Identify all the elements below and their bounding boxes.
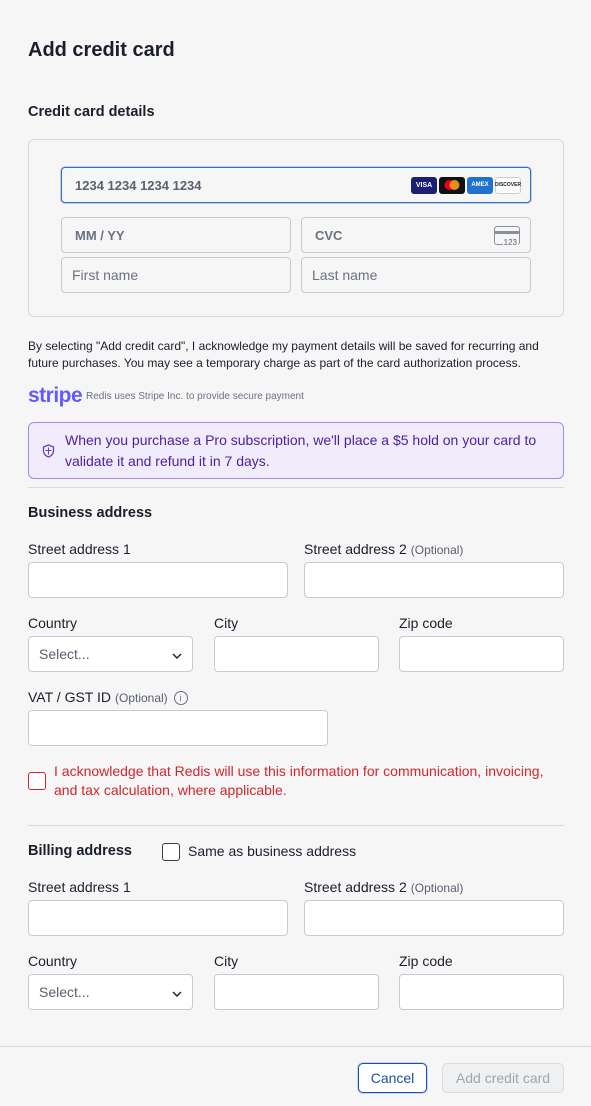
business-street1-label: Street address 1	[28, 541, 131, 557]
divider	[28, 825, 564, 826]
business-city-input[interactable]	[214, 636, 379, 672]
billing-zip-input[interactable]	[399, 974, 564, 1010]
same-as-business-checkbox[interactable]	[162, 843, 180, 861]
vat-label: VAT / GST ID (Optional) i	[28, 689, 188, 705]
divider	[28, 487, 564, 488]
page-title: Add credit card	[28, 39, 175, 61]
billing-country-select[interactable]	[28, 974, 193, 1010]
billing-address-heading: Billing address	[28, 843, 132, 859]
add-credit-card-button[interactable]: Add credit card	[442, 1063, 564, 1093]
business-street1-input[interactable]	[28, 562, 288, 598]
last-name-input[interactable]	[301, 257, 531, 293]
acknowledge-checkbox[interactable]	[28, 772, 46, 790]
footer-divider	[0, 1046, 591, 1047]
cvc-card-icon: 123	[494, 226, 520, 245]
business-street2-label: Street address 2 (Optional)	[304, 541, 464, 557]
acknowledge-text: I acknowledge that Redis will use this information for communication, invoicing, and tax calculation, where applicable.	[54, 763, 544, 798]
chevron-down-icon	[172, 646, 182, 662]
billing-street1-label: Street address 1	[28, 879, 131, 895]
billing-street2-input[interactable]	[304, 900, 564, 936]
cancel-button[interactable]: Cancel	[358, 1063, 427, 1093]
chevron-down-icon	[172, 984, 182, 1000]
card-brands	[409, 177, 521, 194]
business-address-heading: Business address	[28, 505, 153, 521]
same-as-business-label[interactable]: Same as business address	[188, 843, 357, 859]
billing-country-label: Country	[28, 953, 78, 969]
billing-city-input[interactable]	[214, 974, 379, 1010]
expiry-input[interactable]	[61, 217, 291, 253]
first-name-placeholder: First name	[72, 267, 139, 283]
visa-icon: VISA	[411, 177, 437, 194]
last-name-placeholder: Last name	[312, 267, 378, 283]
business-country-select[interactable]	[28, 636, 193, 672]
first-name-input[interactable]	[61, 257, 291, 293]
business-zip-input[interactable]	[399, 636, 564, 672]
cvc-placeholder: CVC	[315, 227, 343, 243]
stripe-logo: stripe	[28, 384, 83, 407]
billing-city-label: City	[214, 953, 239, 969]
hold-notice-text: When you purchase a Pro subscription, we'll place a $5 hold on your card to validate it and refund it in 7 days.	[65, 432, 537, 469]
billing-street1-input[interactable]	[28, 900, 288, 936]
business-country-label: Country	[28, 615, 78, 631]
business-city-label: City	[214, 615, 239, 631]
payment-notice: By selecting "Add credit card", I acknowledge my payment details will be saved for recurring and future purchases. You may see a temporary charge as part of the card authorization process.	[28, 339, 539, 370]
cvc-input[interactable]	[301, 217, 531, 253]
expiry-placeholder: MM / YY	[75, 227, 125, 243]
business-country-value: Select...	[39, 646, 90, 662]
discover-icon: DISCOVER	[495, 177, 521, 194]
info-icon[interactable]: i	[174, 691, 188, 705]
billing-country-value: Select...	[39, 984, 90, 1000]
mastercard-icon	[439, 177, 465, 194]
billing-zip-label: Zip code	[399, 953, 453, 969]
stripe-note: Redis uses Stripe Inc. to provide secure payment	[86, 391, 304, 402]
shield-icon	[42, 444, 55, 463]
vat-input[interactable]	[28, 710, 328, 746]
amex-icon: AMEX	[467, 177, 493, 194]
card-number-input[interactable]	[61, 167, 531, 203]
billing-street2-label: Street address 2 (Optional)	[304, 879, 464, 895]
business-zip-label: Zip code	[399, 615, 453, 631]
card-details-heading: Credit card details	[28, 104, 155, 120]
card-number-placeholder: 1234 1234 1234 1234	[75, 177, 202, 193]
business-street2-input[interactable]	[304, 562, 564, 598]
